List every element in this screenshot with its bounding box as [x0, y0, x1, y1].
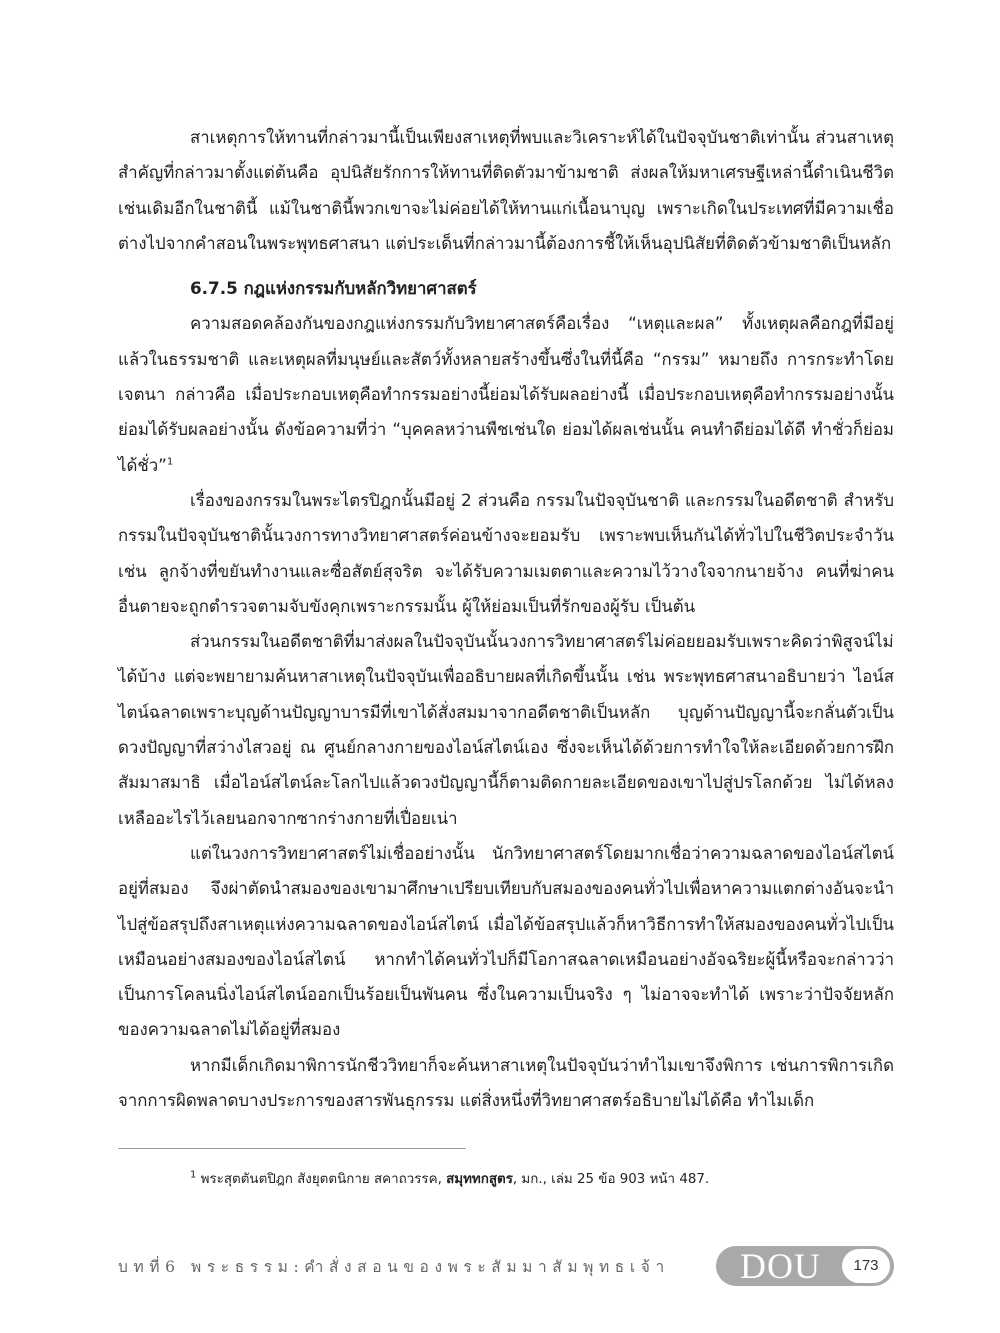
paragraph-2 [118, 306, 894, 482]
section-heading: 6.7.5 กฎแห่งกรรมกับหลักวิทยาศาสตร์ [190, 278, 477, 299]
page-number: 173 [842, 1249, 890, 1283]
footnote-text-before: พระสุตตันตปิฎก สังยุตตนิกาย สคาถวรรค, [200, 1172, 447, 1187]
paragraph-4: ส่วนกรรมในอดีตชาติที่มาส่งผลในปัจจุบันนั้นวงการวิทยาศาสตร์ไม่ค่อยยอมรับเพราะคิดว่าพิสูจน์ไม่ได้บ้าง แต่จะพยายามค้นหาสาเหตุในปัจจุบันเพื่ออธิบายผลที่เกิดขึ้นนั้น เช่น พระพุทธศาสนาอธิบายว่า ไอน์สไตน์ฉลาดเพราะบุญด้านปัญญาบารมีที่เขาได้สั่งสมมาจากอดีตชาติเป็นหลัก บุญด้านปัญญานี้จะกลั่นตัวเป็นดวงปัญญาที่สว่างไสวอยู่ ณ ศูนย์กลางกายของไอน์สไตน์เอง ซึ่งจะเห็นได้ด้วยการทำใจให้ละเอียดด้วยการฝึกสัมมาสมาธิ เมื่อไอน์สไตน์ละโลกไปแล้วดวงปัญญานี้ก็ตามติดกายละเอียดของเขาไปสู่ปรโลกด้วย ไม่ได้หลงเหลืออะไรไว้เลยนอกจากซากร่างกายที่เปื่อยเน่า [118, 631, 894, 828]
footnote-marker: 1 [190, 1169, 197, 1181]
paragraph-6: หากมีเด็กเกิดมาพิการนักชีววิทยาก็จะค้นหาสาเหตุในปัจจุบันว่าทำไมเขาจึงพิการ เช่นการพิการเกิดจากการผิดพลาดบางประการของสารพันธุกรรม แต่สิ่งหนึ่งที่วิทยาศาสตร์อธิบายไม่ได้คือ ทำไมเด็ก [118, 1054, 894, 1111]
dou-badge [716, 1246, 894, 1286]
paragraph-3: เรื่องของกรรมในพระไตรปิฎกนั้นมีอยู่ 2 ส่วนคือ กรรมในปัจจุบันชาติ และกรรมในอดีตชาติ สำหรับกรรมในปัจจุบันชาตินั้นวงการทางวิทยาศาสตร์ค่อนข้างจะยอมรับ เพราะพบเห็นกันได้ทั่วไปในชีวิตประจำวัน เช่น ลูกจ้างที่ขยันทำงานและซื่อสัตย์สุจริต จะได้รับความเมตตาและความไว้วางใจจากนายจ้าง คนที่ฆ่าคนอื่นตายจะถูกตำรวจตามจับขังคุกเพราะกรรมนั้น ผู้ให้ย่อมเป็นที่รักของผู้รับ เป็นต้น [118, 489, 894, 616]
paragraph-1: สาเหตุการให้ทานที่กล่าวมานี้เป็นเพียงสาเหตุที่พบและวิเคราะห์ได้ในปัจจุบันชาติเท่านั้น ส่วนสาเหตุสำคัญที่กล่าวมาตั้งแต่ต้นคือ อุปนิสัยรักการให้ทานที่ติดตัวมาข้ามชาติ ส่งผลให้มหาเศรษฐีเหล่านี้ดำเนินชีวิตเช่นเดิมอีกในชาตินี้ แม้ในชาตินี้พวกเขาจะไม่ค่อยได้ให้ทานแก่เนื้อนาบุญ เพราะเกิดในประเทศที่มีความเชื่อต่างไปจากคำสอนในพระพุทธศาสนา แต่ประเด็นที่กล่าวมานี้ต้องการชี้ให้เห็นอุปนิสัยที่ติดตัวข้ามชาติเป็นหลัก [118, 127, 894, 253]
footnote-divider [118, 1148, 466, 1149]
body-text [118, 120, 894, 1118]
chapter-title: บทที่6 พระธรรม:คำสั่งสอนของพระสัมมาสัมพุทธเจ้า [118, 1258, 670, 1276]
footnote-reference[interactable]: 1 [166, 456, 174, 468]
page-footer [118, 1246, 894, 1286]
paragraph-5: แต่ในวงการวิทยาศาสตร์ไม่เชื่ออย่างนั้น นักวิทยาศาสตร์โดยมากเชื่อว่าความฉลาดของไอน์สไตน์อยู่ที่สมอง จึงผ่าตัดนำสมองของเขามาศึกษาเปรียบเทียบกับสมองของคนทั่วไปเพื่อหาความแตกต่างอันจะนำไปสู่ข้อสรุปถึงสาเหตุแห่งความฉลาดของไอน์สไตน์ เมื่อได้ข้อสรุปแล้วก็หาวิธีการทำให้สมองของคนทั่วไปเป็นเหมือนอย่างสมองของไอน์สไตน์ หากทำได้คนทั่วไปก็มีโอกาสฉลาดเหมือนอย่างอัจฉริยะผู้นี้หรือจะกล่าวว่าเป็นการโคลนนิ่งไอน์สไตน์ออกเป็นร้อยเป็นพันคน ซึ่งในความเป็นจริง ๆ ไม่อาจจะทำได้ เพราะว่าปัจจัยหลักของความฉลาดไม่ได้อยู่ที่สมอง [118, 842, 894, 1040]
footnote [190, 1170, 890, 1190]
dou-logo: DOU [740, 1246, 821, 1286]
footnote-text-after: , มก., เล่ม 25 ข้อ 903 หน้า 487. [512, 1172, 710, 1187]
footnote-bold-title: สมุททกสูตร [446, 1172, 513, 1187]
paragraph-2-text: ความสอดคล้องกันของกฎแห่งกรรมกับวิทยาศาสตร์คือเรื่อง “เหตุและผล” ทั้งเหตุผลคือกฎที่มีอยู่แล้วในธรรมชาติ และเหตุผลที่มนุษย์และสัตว์ทั้งหลายสร้างขึ้นซึ่งในที่นี้คือ “กรรม” หมายถึง การกระทำโดยเจตนา กล่าวคือ เมื่อประกอบเหตุคือทำกรรมอย่างนี้ย่อมได้รับผลอย่างนี้ เมื่อประกอบเหตุคือทำกรรมอย่างนั้น ย่อมได้รับผลอย่างนั้น ดังข้อความที่ว่า “บุคคลหว่านพืชเช่นใด ย่อมได้ผลเช่นนั้น คนทำดีย่อมได้ดี ทำชั่วก็ย่อมได้ชั่ว” [118, 313, 894, 475]
